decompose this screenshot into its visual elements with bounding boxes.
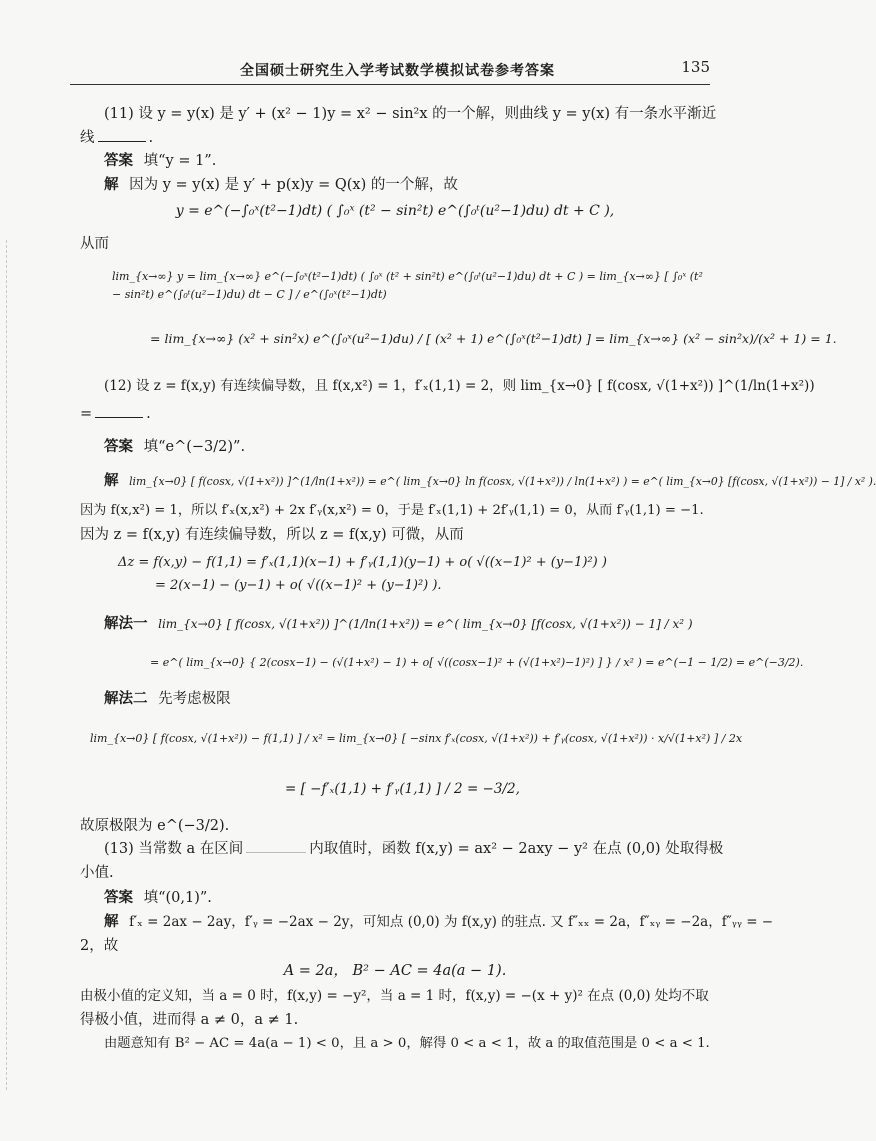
q13-formula: A = 2a， B² − AC = 4a(a − 1). bbox=[283, 963, 507, 979]
q13-solution-label: 解 bbox=[104, 914, 119, 930]
q11-stem-end: . bbox=[148, 130, 154, 146]
q13-stem-text-1: (13) 当常数 a 在区间 bbox=[104, 841, 244, 857]
q13-solution-line bbox=[104, 911, 774, 933]
page-number: 135 bbox=[681, 58, 710, 76]
q11-formula-2: lim_{x→∞} y = lim_{x→∞} e^(−∫₀ˣ(t²−1)dt) ( ∫₀ˣ (t² + sin²t) e^(∫₀ᵗ(u²−1)du) dt + C ) = lim_{x→∞} [ ∫₀ˣ (t² − sin²t) e^(∫₀ᵗ(u²−1)du) dt − C ] / e^(∫₀ˣ(t²−1)dt) bbox=[112, 270, 703, 301]
q12-delta-z-2: = 2(x−1) − (y−1) + o( √((x−1)² + (y−1)²) ). bbox=[155, 578, 442, 593]
q11-formula-3: = lim_{x→∞} (x² + sin²x) e^(∫₀ˣ(u²−1)du) / [ (x² + 1) e^(∫₀ˣ(t²−1)dt) ] = lim_{x→∞} (x² − sin²x)/(x² + 1) = 1. bbox=[150, 331, 837, 346]
q12-method2-label: 解法二 bbox=[104, 691, 148, 707]
q12-method1-line bbox=[104, 613, 710, 635]
q12-method1-label: 解法一 bbox=[104, 616, 148, 632]
q11-solution-line bbox=[104, 174, 710, 196]
q11-solution-text: 因为 y = y(x) 是 y′ + p(x)y = Q(x) 的一个解，故 bbox=[129, 177, 458, 193]
q11-connector: 从而 bbox=[80, 236, 109, 252]
q13-stem-line-2: 小值. bbox=[80, 865, 114, 881]
q11-blank bbox=[98, 141, 146, 142]
q12-method2-formula-1: lim_{x→0} [ f(cosx, √(1+x²)) − f(1,1) ] / x² = lim_{x→0} [ −sinx f′ₓ(cosx, √(1+x²)) + f′ᵧ(cosx, √(1+x²)) · x/√(1+x²) ] / 2x bbox=[90, 732, 743, 745]
q13-solution-text-1: f′ₓ = 2ax − 2ay，f′ᵧ = −2ax − 2y，可知点 (0,0) 为 f(x,y) 的驻点. 又 f″ₓₓ = 2a，f″ₓᵧ = −2a，f″ᵧᵧ = − bbox=[129, 914, 774, 930]
q12-stem-line-1: (12) 设 z = f(x,y) 有连续偏导数，且 f(x,x²) = 1，f′ₓ(1,1) = 2，则 lim_{x→0} [ f(cosx, √(1+x²)) ]^(1/ln(1+x²)) bbox=[104, 378, 815, 394]
q11-stem-line-2 bbox=[80, 127, 710, 149]
q13-blank bbox=[246, 852, 306, 853]
q12-answer-label: 答案 bbox=[104, 439, 133, 455]
q12-stem-text: = bbox=[80, 406, 93, 422]
q12-stem-end: . bbox=[146, 406, 151, 422]
q12-solution-line bbox=[104, 470, 876, 493]
q12-solution-label: 解 bbox=[104, 473, 119, 489]
q13-answer: 填“(0,1)”. bbox=[143, 890, 212, 906]
q13-answer-line bbox=[104, 887, 710, 909]
q12-delta-z-1: Δz = f(x,y) − f(1,1) = f′ₓ(1,1)(x−1) + f′ᵧ(1,1)(y−1) + o( √((x−1)² + (y−1)²) ) bbox=[118, 555, 607, 570]
q12-method2-formula-2: = [ −f′ₓ(1,1) + f′ᵧ(1,1) ] / 2 = −3/2, bbox=[285, 781, 520, 797]
q12-method1-formula-2: = e^( lim_{x→0} { 2(cosx−1) − (√(1+x²) − 1) + o[ √((cosx−1)² + (√(1+x²)−1)²) ] } / x² ) = e^(−1 − 1/2) = e^(−3/2). bbox=[150, 656, 804, 669]
q12-answer-line bbox=[104, 436, 710, 458]
q12-stem-line-2 bbox=[80, 403, 710, 425]
q11-stem-line-1: (11) 设 y = y(x) 是 y′ + (x² − 1)y = x² − sin²x 的一个解，则曲线 y = y(x) 有一条水平渐近 bbox=[104, 106, 717, 122]
q12-blank bbox=[95, 417, 143, 418]
q13-solution-line-6: 由题意知有 B² − AC = 4a(a − 1) < 0，且 a > 0，解得 0 < a < 1，故 a 的取值范围是 0 < a < 1. bbox=[104, 1036, 710, 1051]
header-title: 全国硕士研究生入学考试数学模拟试卷参考答案 bbox=[240, 63, 555, 79]
q11-answer-label: 答案 bbox=[104, 153, 133, 169]
q12-method1-formula-1: lim_{x→0} [ f(cosx, √(1+x²)) ]^(1/ln(1+x²)) = e^( lim_{x→0} [f(cosx, √(1+x²)) − 1] / x² ) bbox=[158, 617, 693, 631]
q13-stem-text-2: 内取值时，函数 f(x,y) = ax² − 2axy − y² 在点 (0,0) 处取得极 bbox=[309, 841, 724, 857]
q13-stem-line-1 bbox=[104, 838, 724, 860]
q12-solution-formula: lim_{x→0} [ f(cosx, √(1+x²)) ]^(1/ln(1+x²)) = e^( lim_{x→0} ln f(cosx, √(1+x²)) / ln(1+x²) ) = e^( lim_{x→0} [f(cosx, √(1+x²)) − 1] / x² ). bbox=[129, 475, 876, 488]
q13-solution-line-2: 2，故 bbox=[80, 938, 119, 954]
q13-solution-line-5: 得极小值，进而得 a ≠ 0，a ≠ 1. bbox=[80, 1012, 299, 1028]
page-header bbox=[70, 58, 710, 85]
q11-answer-line bbox=[104, 150, 710, 172]
q11-solution-label: 解 bbox=[104, 177, 119, 193]
scan-margin-line bbox=[6, 240, 8, 1090]
q12-method2-intro: 先考虑极限 bbox=[158, 691, 231, 707]
q12-method2-line bbox=[104, 688, 710, 710]
q12-solution-line-2: 因为 f(x,x²) = 1，所以 f′ₓ(x,x²) + 2x f′ᵧ(x,x²) = 0，于是 f′ₓ(1,1) + 2f′ᵧ(1,1) = 0，从而 f′ᵧ(1,1) = −1. bbox=[80, 503, 704, 518]
q13-answer-label: 答案 bbox=[104, 890, 133, 906]
q13-solution-line-4: 由极小值的定义知，当 a = 0 时，f(x,y) = −y²，当 a = 1 时，f(x,y) = −(x + y)² 在点 (0,0) 处均不取 bbox=[80, 988, 709, 1004]
q11-formula-1: y = e^(−∫₀ˣ(t²−1)dt) ( ∫₀ˣ (t² − sin²t) e^(∫₀ᵗ(u²−1)du) dt + C ), bbox=[175, 203, 615, 219]
q12-conclusion: 故原极限为 e^(−3/2). bbox=[80, 818, 230, 834]
q11-stem-text: 线 bbox=[80, 130, 95, 146]
q12-solution-line-3: 因为 z = f(x,y) 有连续偏导数，所以 z = f(x,y) 可微，从而 bbox=[80, 527, 464, 543]
q11-answer: 填“y = 1”. bbox=[143, 153, 217, 169]
q12-answer: 填“e^(−3/2)”. bbox=[143, 439, 246, 455]
